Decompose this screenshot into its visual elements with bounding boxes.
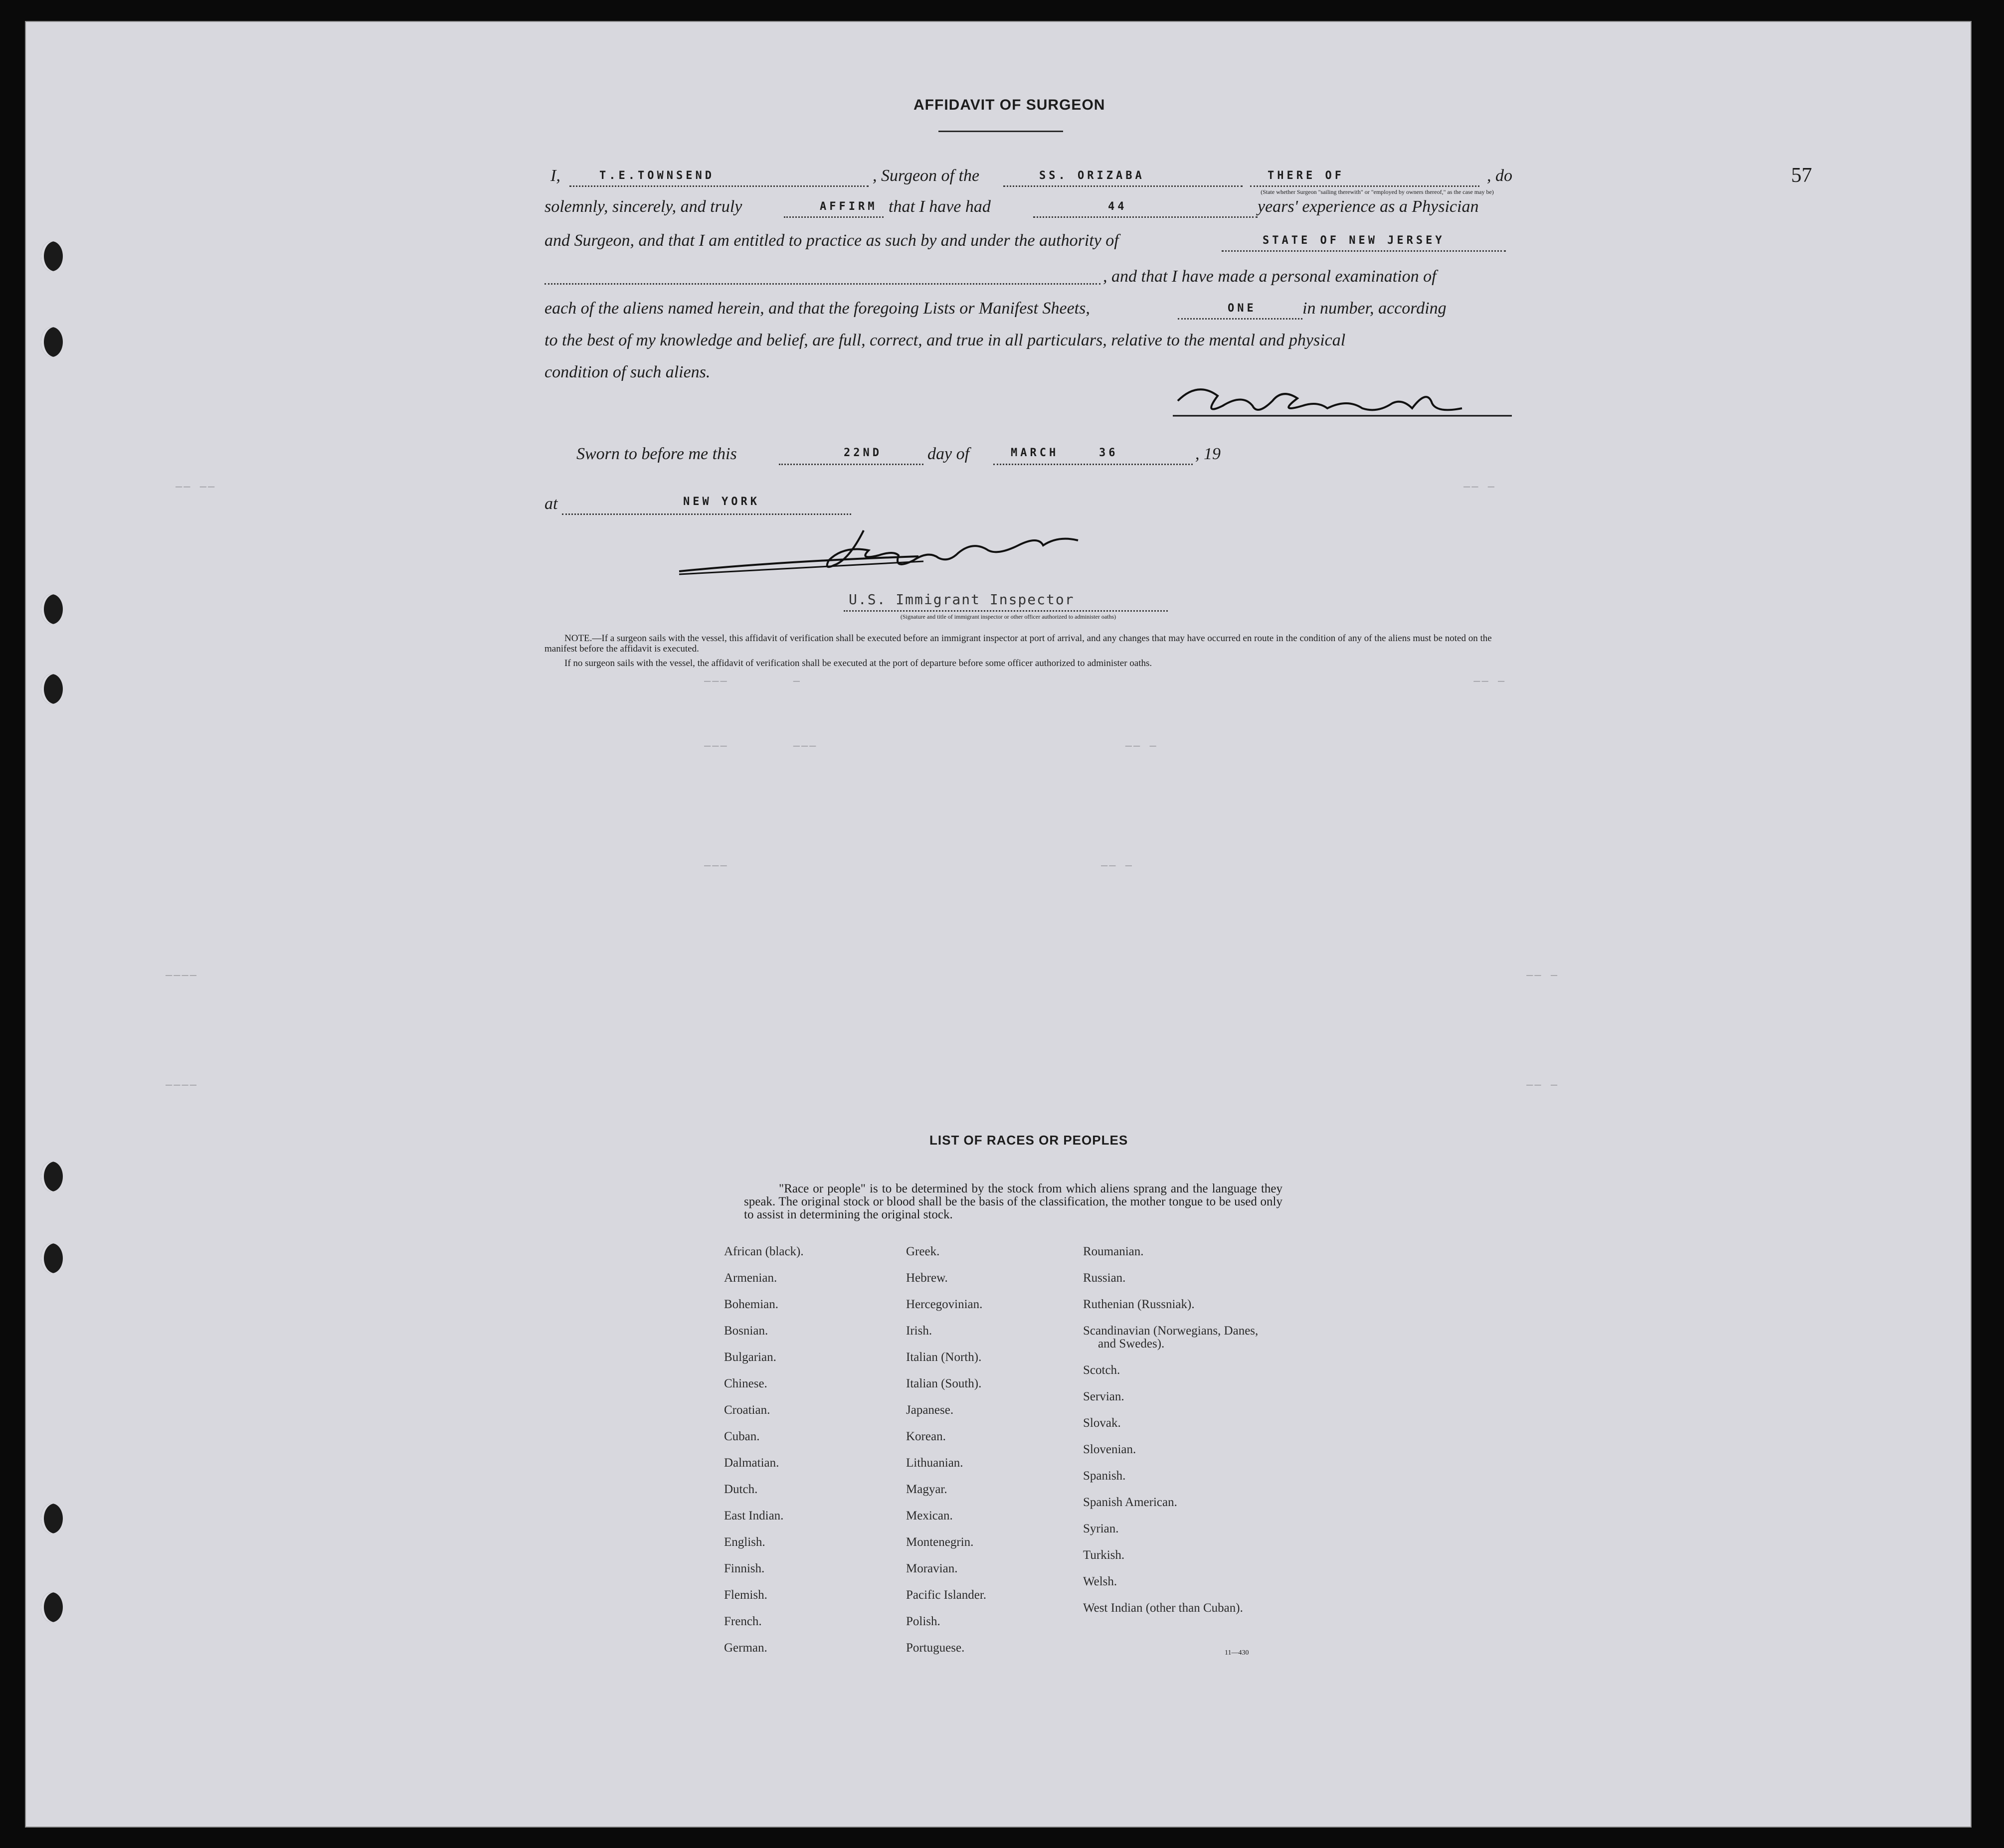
race-item: Moravian. (906, 1562, 958, 1575)
page-number: 57 (1791, 164, 1812, 187)
years-experience: 44 (1108, 200, 1127, 213)
race-item: Portuguese. (906, 1641, 965, 1655)
fill-line (1178, 318, 1302, 320)
sworn-year: 36 (1099, 447, 1118, 459)
punch-hole (41, 594, 63, 624)
bleed-through-text: ——— ——— —— — (704, 740, 1158, 752)
race-item: Bosnian. (724, 1324, 768, 1338)
fill-line (545, 283, 1100, 285)
punch-hole (41, 1243, 63, 1273)
race-item: Roumanian. (1083, 1245, 1144, 1258)
punch-hole (41, 327, 63, 357)
signature-caption: (Signature and title of immigrant inspector or other officer authorized to administer oaths) (900, 613, 1116, 620)
race-item: Welsh. (1083, 1575, 1117, 1588)
surgeon-status: THERE OF (1268, 169, 1344, 182)
race-item: Scotch. (1083, 1363, 1120, 1377)
fill-line (562, 513, 851, 515)
race-item: Spanish American. (1083, 1496, 1177, 1509)
fill-line (844, 610, 1168, 612)
race-item: Flemish. (724, 1588, 767, 1602)
races-intro: "Race or people" is to be determined by the stock from which aliens sprang and the language they speak. The original stock or blood shall be the basis of the classification, the mother tongue to be used only to assist in determining the original stock. (744, 1182, 1282, 1221)
race-item: Scandinavian (Norwegians, Danes, and Swedes). (1083, 1324, 1259, 1350)
vessel-name: SS. ORIZABA (1039, 169, 1145, 182)
race-item: French. (724, 1615, 762, 1628)
race-item: Slovak. (1083, 1416, 1121, 1430)
affidavit-text: , and that I have made a personal examination of (1103, 267, 1437, 286)
affidavit-text: to the best of my knowledge and belief, are full, correct, and true in all particulars, relative to the mental and physical (545, 331, 1346, 349)
races-title: LIST OF RACES OR PEOPLES (929, 1133, 1128, 1148)
affidavit-text: each of the aliens named herein, and that the foregoing Lists or Manifest Sheets, (545, 299, 1090, 318)
race-item: Italian (North). (906, 1350, 982, 1364)
affidavit-text: I, (550, 167, 560, 185)
bleed-through-text: ——— —— — (704, 859, 1133, 872)
punch-hole (41, 241, 63, 271)
punch-hole (41, 1162, 63, 1191)
race-item: Hebrew. (906, 1271, 948, 1285)
race-item: West Indian (other than Cuban). (1083, 1601, 1243, 1615)
affidavit-text: that I have had (889, 197, 991, 216)
race-item: Polish. (906, 1615, 940, 1628)
sworn-text: Sworn to before me this (576, 445, 737, 463)
sworn-place: NEW YORK (683, 496, 760, 508)
affidavit-text: , do (1487, 167, 1512, 185)
race-item: Mexican. (906, 1509, 953, 1522)
race-item: Montenegrin. (906, 1535, 974, 1549)
affidavit-text: solemnly, sincerely, and truly (545, 197, 742, 216)
affidavit-title: AFFIDAVIT OF SURGEON (913, 97, 1105, 113)
race-item: Irish. (906, 1324, 932, 1338)
bleed-through-text: —— —— —— — (176, 481, 1496, 493)
manifest-sheet (26, 22, 1971, 1827)
race-item: Korean. (906, 1430, 946, 1443)
race-item: Magyar. (906, 1483, 947, 1496)
surgeon-signature (1168, 371, 1517, 428)
races-column-3 (1083, 1245, 1277, 1628)
race-item: Bohemian. (724, 1298, 779, 1311)
bleed-through-text: ——— — —— — (704, 675, 1506, 687)
affidavit-text: and Surgeon, and that I am entitled to practice as such by and under the authority of (545, 231, 1119, 250)
inspector-signature (674, 520, 1153, 593)
race-item: Syrian. (1083, 1522, 1119, 1535)
race-item: Russian. (1083, 1271, 1126, 1285)
inspector-title: U.S. Immigrant Inspector (849, 591, 1075, 608)
bleed-through-text: ———— —— — (166, 969, 1559, 982)
surgeon-name: T.E.TOWNSEND (599, 169, 715, 182)
sworn-text: , 19 (1195, 445, 1221, 463)
race-item: Hercegovinian. (906, 1298, 983, 1311)
fill-line (993, 464, 1193, 465)
race-item: Greek. (906, 1245, 940, 1258)
race-item: German. (724, 1641, 767, 1655)
race-item: Slovenian. (1083, 1443, 1136, 1456)
race-item: Lithuanian. (906, 1456, 963, 1470)
races-column-1 (724, 1245, 874, 1668)
race-item: East Indian. (724, 1509, 784, 1522)
affidavit-text: years' experience as a Physician (1258, 197, 1479, 216)
race-item: Finnish. (724, 1562, 765, 1575)
sheet-count: ONE (1228, 302, 1257, 315)
fill-line (1250, 185, 1479, 187)
race-item: Croatian. (724, 1403, 770, 1417)
fill-line (1222, 250, 1506, 252)
race-item: Bulgarian. (724, 1350, 776, 1364)
sworn-text: at (545, 495, 558, 513)
fill-line (1033, 216, 1258, 218)
race-item: Cuban. (724, 1430, 760, 1443)
race-item: Spanish. (1083, 1469, 1126, 1483)
fill-line (779, 464, 923, 465)
race-item: Chinese. (724, 1377, 767, 1390)
oath-type: AFFIRM (820, 200, 878, 213)
form-number: 11—430 (1225, 1649, 1249, 1657)
licensing-authority: STATE OF NEW JERSEY (1263, 234, 1445, 247)
race-item: Japanese. (906, 1403, 954, 1417)
races-column-2 (906, 1245, 1071, 1668)
sworn-text: day of (927, 445, 970, 463)
affidavit-text: in number, according (1302, 299, 1447, 318)
note-paragraph-1: NOTE.—If a surgeon sails with the vessel, this affidavit of verification shall be executed before an immigrant inspector at port of arrival, and any changes that may have occurred en route in the condition of any of the aliens must be noted on the manifest before the affidavit is executed. (545, 633, 1492, 654)
fill-line (1003, 185, 1243, 187)
sworn-day: 22ND (844, 447, 882, 459)
race-item: Turkish. (1083, 1548, 1125, 1562)
affidavit-text: , Surgeon of the (873, 167, 980, 185)
punch-hole (41, 1504, 63, 1533)
race-item: African (black). (724, 1245, 804, 1258)
affidavit-text: condition of such aliens. (545, 363, 711, 381)
race-item: English. (724, 1535, 765, 1549)
note-paragraph-2: If no surgeon sails with the vessel, the affidavit of verification shall be executed at the port of departure before some officer authorized to administer oaths. (564, 658, 1152, 669)
punch-hole (41, 1592, 63, 1622)
race-item: Ruthenian (Russniak). (1083, 1298, 1195, 1311)
sworn-month: MARCH (1011, 447, 1059, 459)
fill-line (784, 216, 884, 218)
status-hint: (State whether Surgeon "sailing therewith" or "employed by owners thereof," as the case may be) (1261, 188, 1494, 195)
title-underline (938, 131, 1063, 132)
race-item: Pacific Islander. (906, 1588, 987, 1602)
bleed-through-text: ———— —— — (166, 1079, 1559, 1091)
race-item: Italian (South). (906, 1377, 982, 1390)
fill-line (569, 185, 869, 187)
punch-hole (41, 674, 63, 704)
race-item: Dalmatian. (724, 1456, 779, 1470)
race-item: Servian. (1083, 1390, 1124, 1403)
race-item: Dutch. (724, 1483, 758, 1496)
race-item: Armenian. (724, 1271, 777, 1285)
